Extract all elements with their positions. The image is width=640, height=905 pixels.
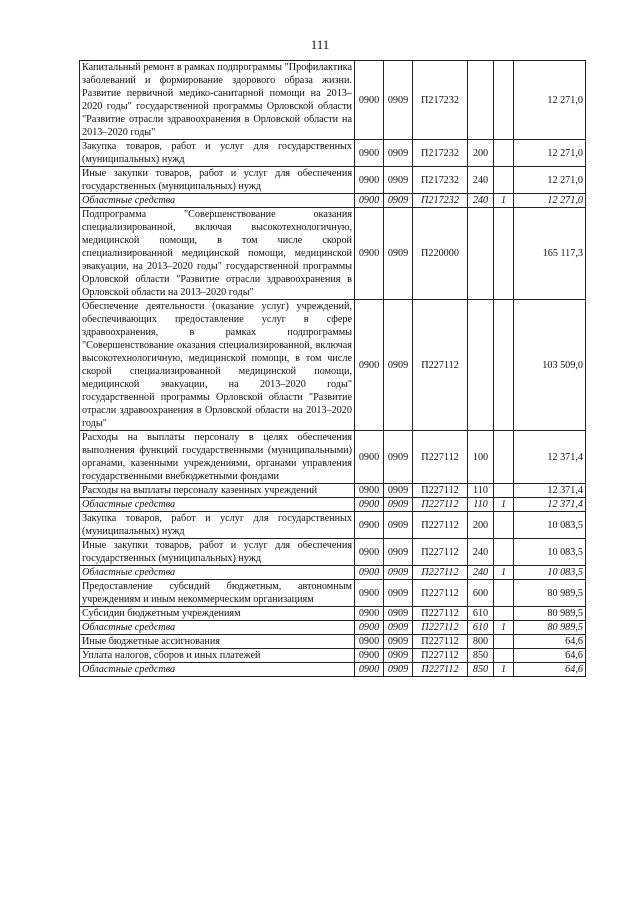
- ministry-code-cell: 0900: [355, 663, 384, 677]
- table-row: [80, 539, 586, 566]
- amount-cell: 12 371,4: [514, 498, 586, 512]
- article-code-cell: П217232: [413, 61, 468, 140]
- amount-cell: 12 271,0: [514, 194, 586, 208]
- ministry-code-cell: 0900: [355, 498, 384, 512]
- row-name-cell: Иные закупки товаров, работ и услуг для обеспечения государственных (муниципальных) нужд: [80, 167, 355, 194]
- ministry-code-cell: 0900: [355, 621, 384, 635]
- fund-kind-cell: [494, 539, 514, 566]
- row-name-cell: Областные средства: [80, 621, 355, 635]
- row-name-cell: Областные средства: [80, 194, 355, 208]
- expense-type-cell: 600: [468, 580, 494, 607]
- amount-cell: 12 371,4: [514, 431, 586, 484]
- table-row: [80, 512, 586, 539]
- article-code-cell: П227112: [413, 539, 468, 566]
- amount-cell: 64,6: [514, 663, 586, 677]
- article-code-cell: П217232: [413, 140, 468, 167]
- amount-cell: 10 083,5: [514, 512, 586, 539]
- article-code-cell: П227112: [413, 621, 468, 635]
- ministry-code-cell: 0900: [355, 300, 384, 431]
- expense-type-cell: 240: [468, 566, 494, 580]
- fund-kind-cell: 1: [494, 663, 514, 677]
- expense-type-cell: 240: [468, 539, 494, 566]
- row-name-cell: Субсидии бюджетным учреждениям: [80, 607, 355, 621]
- fund-kind-cell: 1: [494, 566, 514, 580]
- fund-kind-cell: 1: [494, 194, 514, 208]
- amount-cell: 80 989,5: [514, 580, 586, 607]
- expense-type-cell: [468, 208, 494, 300]
- article-code-cell: П217232: [413, 167, 468, 194]
- section-code-cell: 0909: [384, 635, 413, 649]
- section-code-cell: 0909: [384, 431, 413, 484]
- ministry-code-cell: 0900: [355, 208, 384, 300]
- article-code-cell: П227112: [413, 498, 468, 512]
- expense-type-cell: 110: [468, 498, 494, 512]
- expense-type-cell: 240: [468, 194, 494, 208]
- table-row: [80, 484, 586, 498]
- row-name-cell: Предоставление субсидий бюджетным, автономным учреждениям и иным некоммерческим организациям: [80, 580, 355, 607]
- ministry-code-cell: 0900: [355, 635, 384, 649]
- budget-table: [79, 60, 586, 677]
- ministry-code-cell: 0900: [355, 484, 384, 498]
- amount-cell: 12 271,0: [514, 140, 586, 167]
- article-code-cell: П227112: [413, 484, 468, 498]
- row-name-cell: Капитальный ремонт в рамках подпрограммы "Профилактика заболеваний и формирование здорового образа жизни. Развитие первичной медико-санитарной помощи на 2013–2020 годы" государственной программы Орловской области "Развитие отрасли здравоохранения в Орловской области на 2013–2020 годы": [80, 61, 355, 140]
- expense-type-cell: 850: [468, 663, 494, 677]
- table-row: [80, 621, 586, 635]
- table-row: [80, 300, 586, 431]
- article-code-cell: П227112: [413, 512, 468, 539]
- table-body: [80, 61, 586, 677]
- table-row: [80, 194, 586, 208]
- section-code-cell: 0909: [384, 649, 413, 663]
- expense-type-cell: 610: [468, 607, 494, 621]
- section-code-cell: 0909: [384, 539, 413, 566]
- section-code-cell: 0909: [384, 607, 413, 621]
- fund-kind-cell: [494, 512, 514, 539]
- fund-kind-cell: 1: [494, 621, 514, 635]
- expense-type-cell: 200: [468, 140, 494, 167]
- ministry-code-cell: 0900: [355, 167, 384, 194]
- section-code-cell: 0909: [384, 663, 413, 677]
- row-name-cell: Закупка товаров, работ и услуг для государственных (муниципальных) нужд: [80, 140, 355, 167]
- section-code-cell: 0909: [384, 140, 413, 167]
- amount-cell: 12 271,0: [514, 167, 586, 194]
- row-name-cell: Областные средства: [80, 566, 355, 580]
- fund-kind-cell: [494, 61, 514, 140]
- ministry-code-cell: 0900: [355, 649, 384, 663]
- article-code-cell: П227112: [413, 663, 468, 677]
- row-name-cell: Закупка товаров, работ и услуг для государственных (муниципальных) нужд: [80, 512, 355, 539]
- amount-cell: 64,6: [514, 635, 586, 649]
- fund-kind-cell: [494, 300, 514, 431]
- row-name-cell: Областные средства: [80, 498, 355, 512]
- fund-kind-cell: [494, 208, 514, 300]
- article-code-cell: П227112: [413, 580, 468, 607]
- ministry-code-cell: 0900: [355, 431, 384, 484]
- expense-type-cell: 610: [468, 621, 494, 635]
- fund-kind-cell: 1: [494, 498, 514, 512]
- expense-type-cell: 240: [468, 167, 494, 194]
- row-name-cell: Иные бюджетные ассигнования: [80, 635, 355, 649]
- amount-cell: 103 509,0: [514, 300, 586, 431]
- table-row: [80, 663, 586, 677]
- ministry-code-cell: 0900: [355, 194, 384, 208]
- ministry-code-cell: 0900: [355, 580, 384, 607]
- amount-cell: 12 271,0: [514, 61, 586, 140]
- ministry-code-cell: 0900: [355, 539, 384, 566]
- expense-type-cell: 200: [468, 512, 494, 539]
- table-row: [80, 167, 586, 194]
- fund-kind-cell: [494, 431, 514, 484]
- section-code-cell: 0909: [384, 167, 413, 194]
- expense-type-cell: [468, 61, 494, 140]
- amount-cell: 80 989,5: [514, 607, 586, 621]
- ministry-code-cell: 0900: [355, 607, 384, 621]
- article-code-cell: П227112: [413, 649, 468, 663]
- row-name-cell: Расходы на выплаты персоналу казенных учреждений: [80, 484, 355, 498]
- fund-kind-cell: [494, 484, 514, 498]
- expense-type-cell: [468, 300, 494, 431]
- article-code-cell: П227112: [413, 431, 468, 484]
- section-code-cell: 0909: [384, 512, 413, 539]
- page-number: 111: [310, 37, 330, 52]
- fund-kind-cell: [494, 607, 514, 621]
- amount-cell: 10 083,5: [514, 539, 586, 566]
- row-name-cell: Иные закупки товаров, работ и услуг для обеспечения государственных (муниципальных) нужд: [80, 539, 355, 566]
- row-name-cell: Обеспечение деятельности (оказание услуг) учреждений, обеспечивающих предоставление услуг в сфере здравоохранения, в рамках подпрограммы "Совершенствование оказания специализированной, включая высокотехнологичную, медицинской помощи, в том числе скорой специализированной медицинской помощи, медицинской эвакуации, на 2013–2020 годы" государственной программы Орловской области "Развитие отрасли здравоохранения в Орловской области на 2013–2020 годы": [80, 300, 355, 431]
- table-row: [80, 566, 586, 580]
- article-code-cell: П227112: [413, 566, 468, 580]
- table-row: [80, 208, 586, 300]
- amount-cell: 165 117,3: [514, 208, 586, 300]
- section-code-cell: 0909: [384, 621, 413, 635]
- table-row: [80, 498, 586, 512]
- table-row: [80, 431, 586, 484]
- table-row: [80, 580, 586, 607]
- expense-type-cell: 110: [468, 484, 494, 498]
- article-code-cell: П217232: [413, 194, 468, 208]
- amount-cell: 12 371,4: [514, 484, 586, 498]
- section-code-cell: 0909: [384, 498, 413, 512]
- fund-kind-cell: [494, 580, 514, 607]
- fund-kind-cell: [494, 140, 514, 167]
- table-row: [80, 649, 586, 663]
- section-code-cell: 0909: [384, 484, 413, 498]
- fund-kind-cell: [494, 167, 514, 194]
- ministry-code-cell: 0900: [355, 61, 384, 140]
- fund-kind-cell: [494, 649, 514, 663]
- article-code-cell: П227112: [413, 607, 468, 621]
- section-code-cell: 0909: [384, 566, 413, 580]
- row-name-cell: Уплата налогов, сборов и иных платежей: [80, 649, 355, 663]
- article-code-cell: П227112: [413, 635, 468, 649]
- section-code-cell: 0909: [384, 580, 413, 607]
- amount-cell: 80 989,5: [514, 621, 586, 635]
- section-code-cell: 0909: [384, 208, 413, 300]
- article-code-cell: П220000: [413, 208, 468, 300]
- table-row: [80, 635, 586, 649]
- amount-cell: 10 083,5: [514, 566, 586, 580]
- expense-type-cell: 850: [468, 649, 494, 663]
- table-row: [80, 61, 586, 140]
- ministry-code-cell: 0900: [355, 512, 384, 539]
- expense-type-cell: 800: [468, 635, 494, 649]
- section-code-cell: 0909: [384, 300, 413, 431]
- row-name-cell: Областные средства: [80, 663, 355, 677]
- amount-cell: 64,6: [514, 649, 586, 663]
- row-name-cell: Расходы на выплаты персоналу в целях обеспечения выполнения функций государственными (муниципальными) органами, казенными учреждениями, органами управления государственными внебюджетными фондами: [80, 431, 355, 484]
- expense-type-cell: 100: [468, 431, 494, 484]
- table-row: [80, 607, 586, 621]
- article-code-cell: П227112: [413, 300, 468, 431]
- table-row: [80, 140, 586, 167]
- row-name-cell: Подпрограмма "Совершенствование оказания специализированной, включая высокотехнологичную, медицинской помощи, в том числе скорой специализированной медицинской помощи, медицинской эвакуации, на 2013–2020 годы" государственной программы Орловской области "Развитие отрасли здравоохранения в Орловской области на 2013–2020 годы": [80, 208, 355, 300]
- section-code-cell: 0909: [384, 194, 413, 208]
- fund-kind-cell: [494, 635, 514, 649]
- section-code-cell: 0909: [384, 61, 413, 140]
- ministry-code-cell: 0900: [355, 566, 384, 580]
- ministry-code-cell: 0900: [355, 140, 384, 167]
